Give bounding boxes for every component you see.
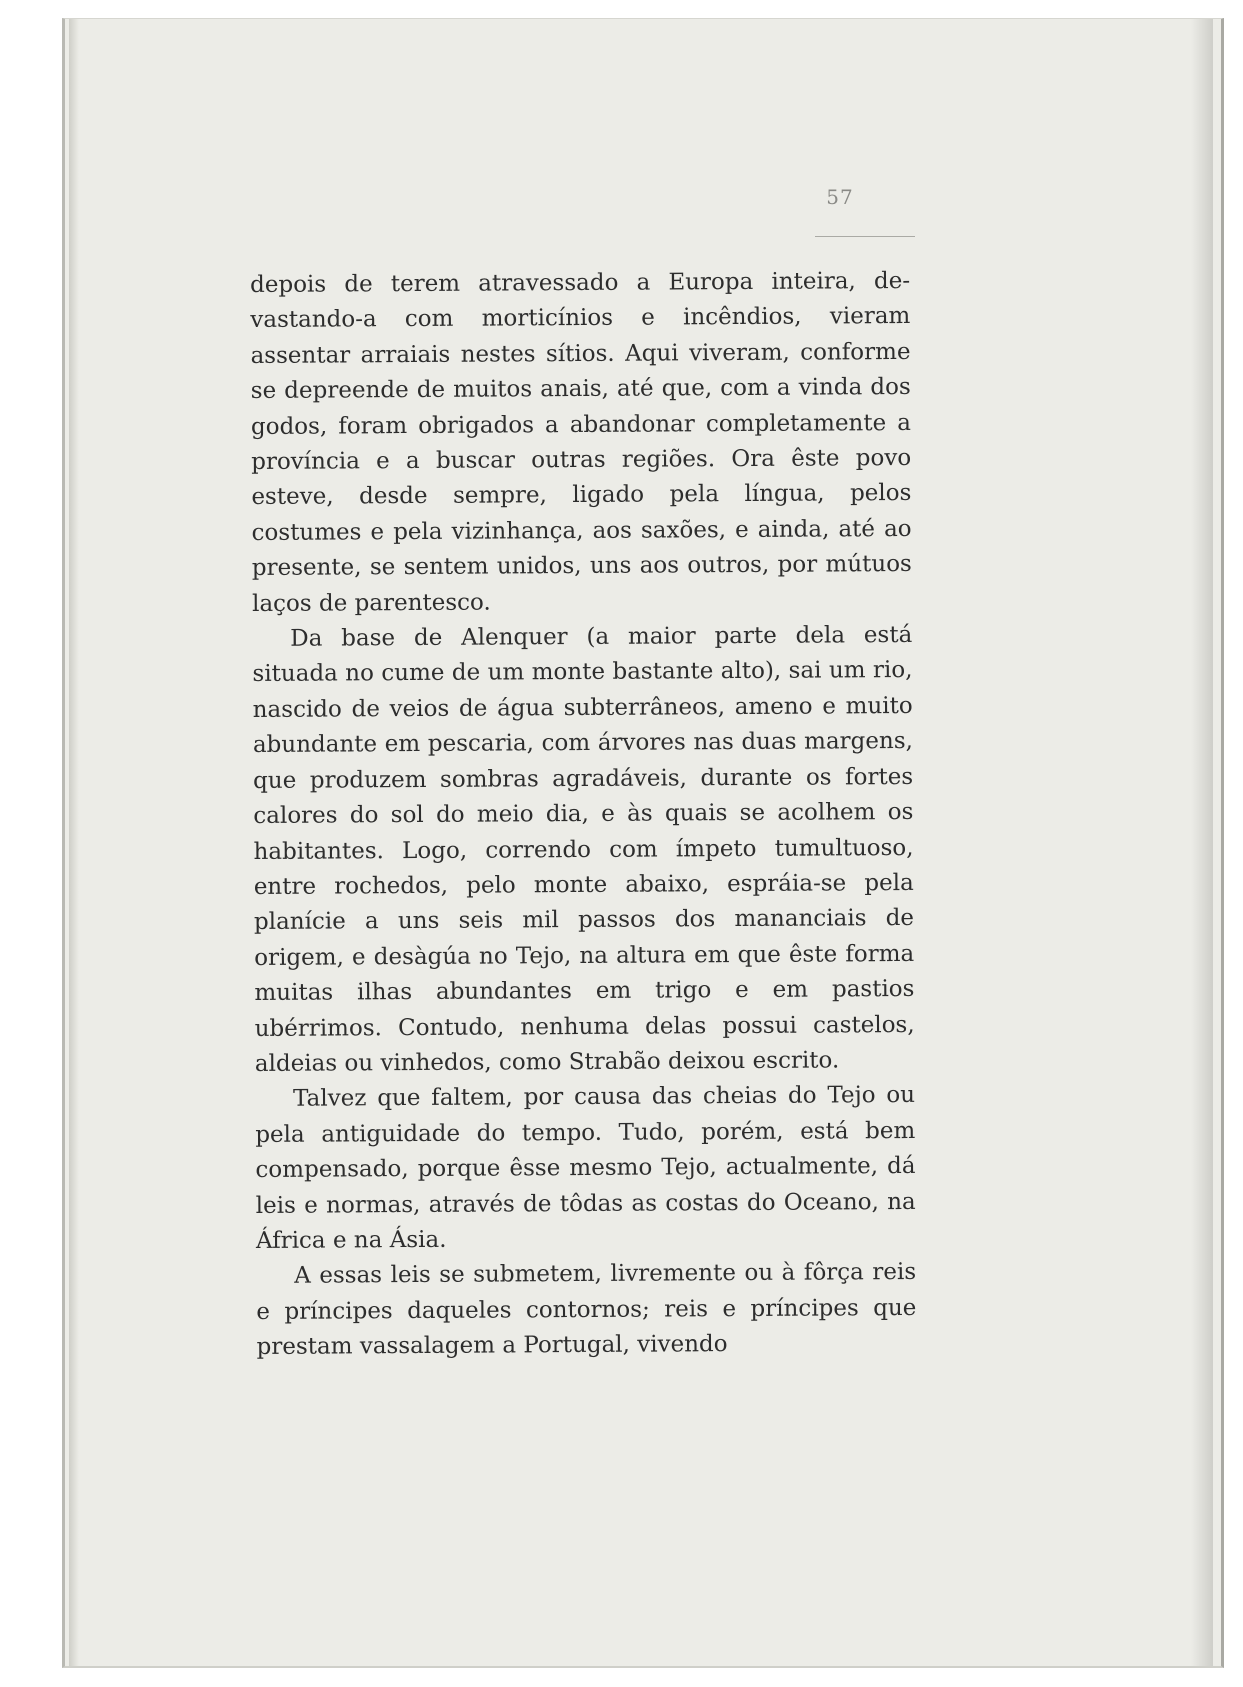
page-edge-left — [69, 19, 79, 1666]
body-text — [250, 264, 917, 1438]
page-number-rule — [815, 236, 915, 237]
paragraph-3: Talvez que faltem, por causa das cheias do Tejo ou pela antiguidade do tempo. Tudo, porém, está bem compensado, porque êsse mesmo Tejo, actualmente, dá leis e normas, através de tôdas as costas do Oceano, na África e na Ásia. — [255, 1082, 916, 1254]
paragraph-1: depois de terem atravessado a Europa inteira, devastando-a com morticínios e incêndios, vieram assentar arraiais nestes sítios. Aqui viveram, conforme se depreende de muitos anais, até que, com a vinda dos godos, foram obrigados a abandonar completamente a província e a buscar outras regiões. Ora êste povo esteve, desde sempre, ligado pela língua, pelos costumes e pela vizinhança, aos saxões, e ainda, até ao presente, se sentem unidos, uns aos outros, por mútuos laços de parentesco. — [250, 267, 912, 617]
page-edge-right — [1191, 19, 1213, 1666]
paragraph-4: A essas leis se submetem, livremente ou à fôrça reis e príncipes daqueles contornos; reis e príncipes que prestam vassalagem a Portugal, vivendo — [256, 1259, 917, 1361]
paragraph-2: Da base de Alenquer (a maior parte dela está situada no cume de um monte bastante alto), sai um rio, nascido de veios de água subterrâneos, ameno e muito abundante em pescaria, com árvores nas duas margens, que produzem sombras agradáveis, durante os fortes calores do sol do meio dia, e às quais se acolhem os habitantes. Logo, correndo com ímpeto tumultuoso, entre rochedos, pelo monte abaixo, espráia-se pela planície a uns seis mil passos dos mananciais de origem, e desàgúa no Tejo, na altura em que êste forma muitas ilhas abundantes em trigo e em pastios ubérrimos. Contudo, nenhuma delas possui castelos, aldeias ou vinhedos, como Strabão deixou escrito. — [252, 622, 915, 1077]
page-number: 57 — [826, 185, 854, 209]
